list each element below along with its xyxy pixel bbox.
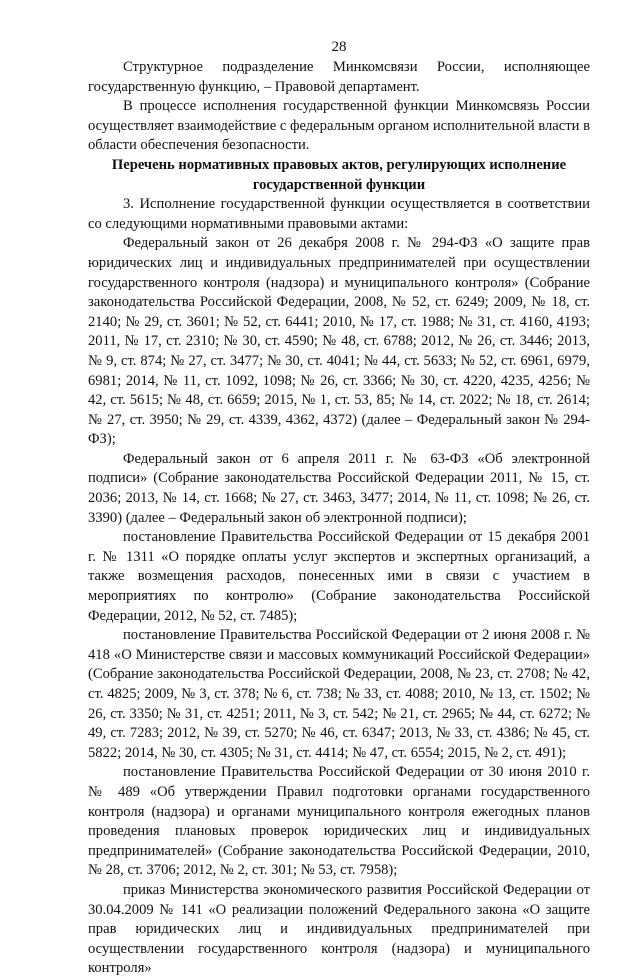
document-page xyxy=(88,38,590,979)
paragraph-decree-1311: постановление Правительства Российской Федерации от 15 декабря 2001 г. № 1311 «О порядке оплаты услуг экспертов и экспертных организаций, а также возмещения расходов, понесенных ими в связи с участием в мероприятиях по контролю» (Собрание законодательства Российской Федерации, 2012, № 52, ст. 7485); xyxy=(88,529,590,624)
paragraph-federal-law-294: Федеральный закон от 26 декабря 2008 г. № 294-ФЗ «О защите прав юридических лиц и индивидуальных предпринимателей при осуществлении государственного контроля (надзора) и муниципального контроля» (Собрание законодательства Российской Федерации, 2008, № 52, ст. 6249; 2009, № 18, ст. 2140; № 29, ст. 3601; № 52, ст. 6441; 2010, № 17, ст. 1988; № 31, ст. 4160, 4193; 2011, № 17, ст. 2310; № 30, ст. 4590; № 48, ст. 6788; 2012, № 26, ст. 3446; 2013, № 9, ст. 874; № 27, ст. 3477; № 30, ст. 4041; № 44, ст. 5633; № 52, ст. 6961, 6979, 6981; 2014, № 11, ст. 1092, 1098; № 26, ст. 3366; № 30, ст. 4220, 4235, 4256; № 42, ст. 5615; № 48, ст. 6659; 2015, № 1, ст. 53, 85; № 14, ст. 2022; № 18, ст. 2614; № 27, ст. 3950; № 29, ст. 4339, 4362, 4372) (далее – Федеральный закон № 294-ФЗ); xyxy=(88,235,590,448)
paragraph-acts-intro: 3. Исполнение государственной функции осуществляется в соответствии со следующими нормативными правовыми актами: xyxy=(88,196,590,232)
section-heading: Перечень нормативных правовых актов, регулирующих исполнение государственной функции xyxy=(111,156,567,193)
paragraph-interaction: В процессе исполнения государственной функции Минкомсвязь России осуществляет взаимодействие с федеральным органом исполнительной власти в области обеспечения безопасности. xyxy=(88,98,590,154)
paragraph-decree-418: постановление Правительства Российской Федерации от 2 июня 2008 г. № 418 «О Министерстве связи и массовых коммуникаций Российской Федерации» (Собрание законодательства Российской Федерации, 2008, № 23, ст. 2708; № 42, ст. 4825; 2009, № 3, ст. 378; № 6, ст. 738; № 33, ст. 4088; 2010, № 13, ст. 1502; № 26, ст. 3350; № 31, ст. 4251; 2011, № 3, ст. 542; № 21, ст. 2965; № 44, ст. 6272; № 49, ст. 7283; 2012, № 39, ст. 5270; № 46, ст. 6347; 2013, № 33, ст. 4386; № 45, ст. 5822; 2014, № 30, ст. 4305; № 31, ст. 4414; № 47, ст. 6554; 2015, № 2, ст. 491); xyxy=(88,627,590,761)
paragraph-decree-489: постановление Правительства Российской Федерации от 30 июня 2010 г. № 489 «Об утверждении Правил подготовки органами государственного контроля (надзора) и органами муниципального контроля ежегодных планов проведения плановых проверок юридических лиц и индивидуальных предпринимателей» (Собрание законодательства Российской Федерации, 2010, № 28, ст. 3706; 2012, № 2, ст. 301; № 53, ст. 7958); xyxy=(88,764,590,879)
paragraph-order-141: приказ Министерства экономического развития Российской Федерации от 30.04.2009 № 141 «О реализации положений Федерального закона «О защите прав юридических лиц и индивидуальных предпринимателей при осуществлении государственного контроля (надзора) и муниципального контроля» xyxy=(88,881,590,977)
paragraph-structural-unit: Структурное подразделение Минкомсвязи России, исполняющее государственную функцию, – Правовой департамент. xyxy=(88,59,590,95)
paragraph-federal-law-63: Федеральный закон от 6 апреля 2011 г. № 63-ФЗ «Об электронной подписи» (Собрание законодательства Российской Федерации 2011, № 15, ст. 2036; 2013, № 14, ст. 1668; № 27, ст. 3463, 3477; 2014, № 11, ст. 1098; № 26, ст. 3390) (далее – Федеральный закон об электронной подписи); xyxy=(88,450,590,526)
page-number: 28 xyxy=(331,39,347,55)
